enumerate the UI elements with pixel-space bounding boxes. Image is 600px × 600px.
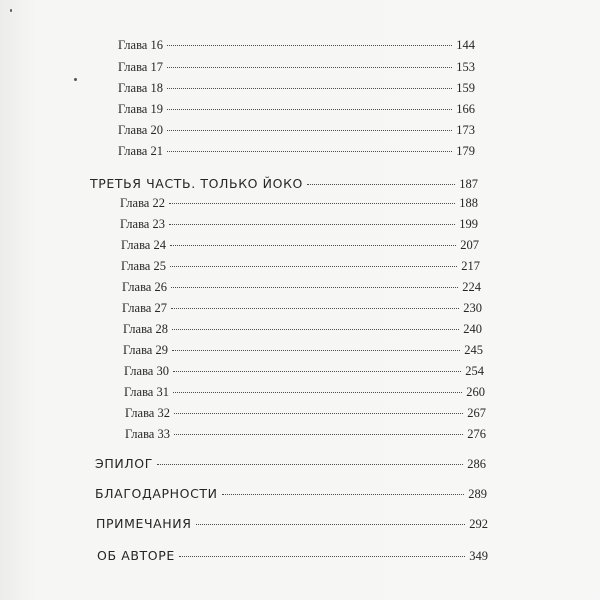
toc-leader-dots: [167, 45, 452, 46]
toc-entry-chapter-27: [122, 301, 482, 321]
toc-entry-page: 217: [461, 259, 480, 273]
toc-entry-chapter-20: [118, 123, 475, 143]
toc-entry-page: 188: [459, 196, 478, 210]
toc-entry-chapter-32: [125, 406, 486, 426]
page-speck: [74, 78, 77, 81]
toc-leader-dots: [307, 184, 455, 185]
toc-entry-page: 292: [469, 517, 488, 531]
toc-leader-dots: [222, 494, 465, 495]
toc-entry-page: 276: [467, 427, 486, 441]
toc-section-title: ПРИМЕЧАНИЯ: [96, 516, 192, 531]
toc-entry-page: 240: [463, 322, 482, 336]
toc-leader-dots: [174, 413, 463, 414]
toc-leader-dots: [172, 350, 460, 351]
toc-entry-label: Глава 29: [123, 343, 168, 357]
toc-entry-label: Глава 16: [118, 38, 163, 52]
toc-entry-page: 159: [456, 81, 475, 95]
toc-entry-page: 349: [469, 549, 488, 563]
toc-section-title: БЛАГОДАРНОСТИ: [95, 486, 218, 501]
toc-leader-dots: [169, 203, 455, 204]
toc-entry-chapter-24: [121, 238, 479, 258]
toc-entry-page: 207: [460, 238, 479, 252]
toc-entry-acknowledgements: [95, 486, 487, 508]
toc-entry-page: 260: [466, 385, 485, 399]
toc-leader-dots: [157, 464, 463, 465]
toc-entry-page: 286: [467, 457, 486, 471]
toc-leader-dots: [167, 67, 452, 68]
toc-section-title: ОБ АВТОРЕ: [97, 548, 175, 563]
toc-entry-chapter-33: [125, 427, 486, 447]
toc-entry-page: 199: [459, 217, 478, 231]
toc-entry-page: 224: [462, 280, 481, 294]
toc-section-title: ЭПИЛОГ: [95, 456, 153, 471]
toc-leader-dots: [167, 109, 452, 110]
toc-entry-chapter-18: [118, 81, 475, 101]
toc-entry-chapter-22: [120, 196, 478, 216]
toc-entry-label: Глава 20: [118, 123, 163, 137]
toc-entry-label: Глава 21: [118, 144, 163, 158]
toc-entry-chapter-29: [123, 343, 483, 363]
toc-leader-dots: [167, 151, 452, 152]
toc-entry-chapter-19: [118, 102, 475, 122]
toc-leader-dots: [172, 329, 459, 330]
toc-entry-label: Глава 22: [120, 196, 165, 210]
toc-leader-dots: [173, 392, 462, 393]
toc-entry-chapter-17: [118, 60, 475, 80]
toc-leader-dots: [171, 287, 458, 288]
toc-leader-dots: [174, 434, 463, 435]
toc-entry-chapter-31: [124, 385, 485, 405]
toc-entry-page: 267: [467, 406, 486, 420]
toc-entry-label: Глава 27: [122, 301, 167, 315]
toc-entry-chapter-30: [124, 364, 484, 384]
toc-entry-page: 173: [456, 123, 475, 137]
toc-leader-dots: [196, 524, 466, 525]
toc-leader-dots: [170, 266, 457, 267]
toc-entry-page: 187: [459, 177, 478, 191]
toc-entry-label: Глава 25: [121, 259, 166, 273]
toc-entry-label: Глава 18: [118, 81, 163, 95]
toc-entry-label: Глава 32: [125, 406, 170, 420]
toc-entry-page: 166: [456, 102, 475, 116]
toc-entry-page: 144: [456, 38, 475, 52]
toc-entry-chapter-21: [118, 144, 475, 164]
toc-entry-epilogue: [95, 456, 486, 478]
toc-entry-label: Глава 23: [120, 217, 165, 231]
toc-entry-chapter-26: [122, 280, 481, 300]
toc-leader-dots: [171, 308, 459, 309]
toc-entry-page: 254: [465, 364, 484, 378]
toc-entry-chapter-25: [121, 259, 480, 279]
toc-entry-page: 153: [456, 60, 475, 74]
toc-leader-dots: [170, 245, 456, 246]
toc-entry-page: 179: [456, 144, 475, 158]
toc-entry-notes: [96, 516, 488, 538]
page-speck: [10, 9, 12, 12]
toc-entry-label: Глава 30: [124, 364, 169, 378]
toc-leader-dots: [167, 88, 452, 89]
toc-entry-label: Глава 17: [118, 60, 163, 74]
toc-entry-label: Глава 26: [122, 280, 167, 294]
toc-leader-dots: [179, 556, 465, 557]
toc-entry-chapter-16: [118, 38, 475, 58]
toc-leader-dots: [173, 371, 461, 372]
toc-entry-label: Глава 28: [123, 322, 168, 336]
toc-entry-label: Глава 24: [121, 238, 166, 252]
toc-entry-page: 289: [468, 487, 487, 501]
toc-entry-label: Глава 31: [124, 385, 169, 399]
toc-leader-dots: [169, 224, 455, 225]
toc-entry-label: Глава 33: [125, 427, 170, 441]
toc-entry-part-3: [90, 176, 478, 198]
toc-leader-dots: [167, 130, 452, 131]
toc-entry-page: 245: [464, 343, 483, 357]
toc-entry-about-author: [97, 548, 488, 570]
toc-entry-label: Глава 19: [118, 102, 163, 116]
toc-part-title: ТРЕТЬЯ ЧАСТЬ. ТОЛЬКО ЙОКО: [90, 176, 303, 191]
toc-entry-chapter-28: [123, 322, 482, 342]
toc-entry-chapter-23: [120, 217, 478, 237]
toc-entry-page: 230: [463, 301, 482, 315]
